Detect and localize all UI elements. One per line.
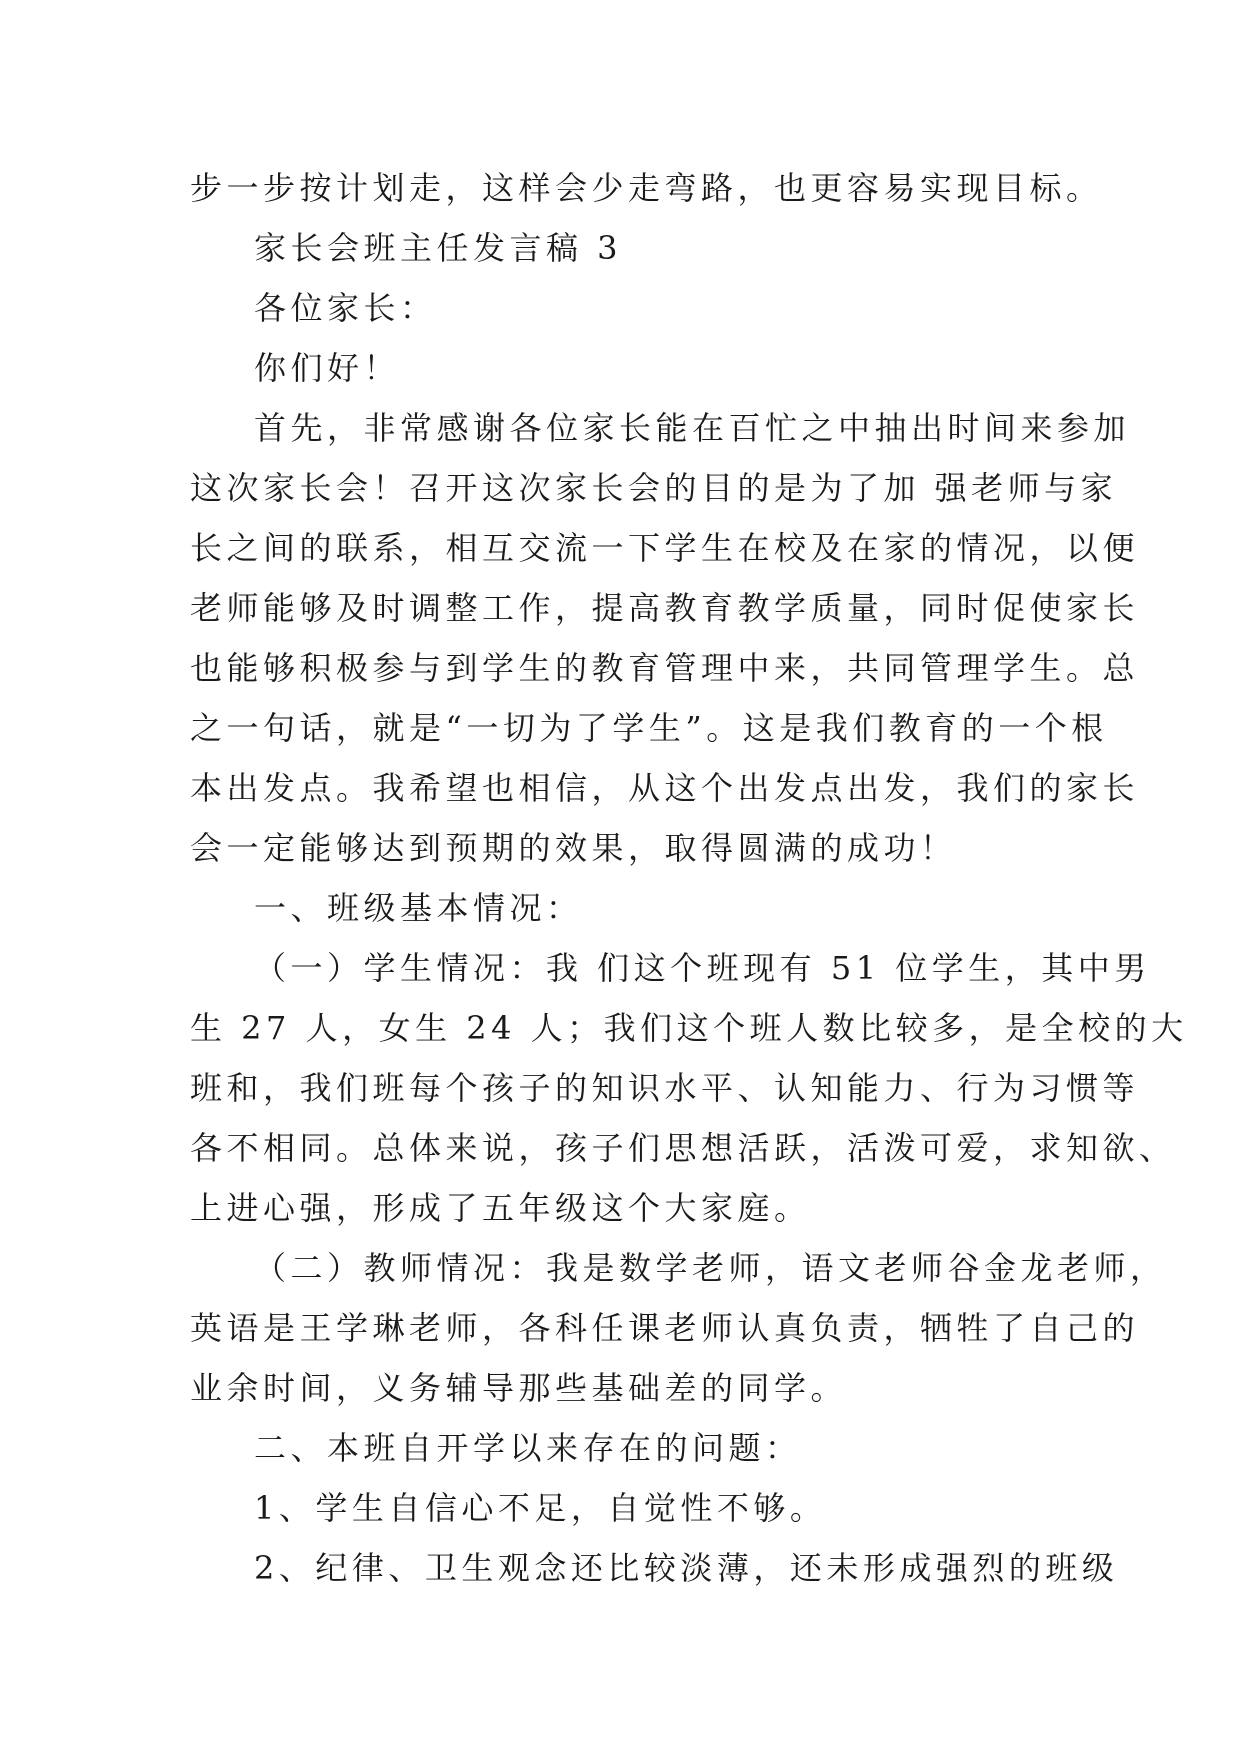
- text-line: 之一句话，就是“一切为了学生”。这是我们教育的一个根: [190, 709, 1108, 747]
- text-line: 也能够积极参与到学生的教育管理中来，共同管理学生。总: [190, 649, 1140, 687]
- document-page: [190, 158, 1188, 1598]
- subsection-heading: 一、班级基本情况：: [254, 889, 583, 927]
- text-line: 上进心强，形成了五年级这个大家庭。: [190, 1189, 811, 1227]
- text-line: （一）学生情况：我 们这个班现有 51 位学生，其中男: [254, 949, 1151, 987]
- text-line: 业余时间，义务辅导那些基础差的同学。: [190, 1369, 848, 1407]
- text-line: 步一步按计划走，这样会少走弯路，也更容易实现目标。: [190, 169, 1103, 207]
- greeting: 你们好！: [254, 349, 401, 387]
- list-item: 2、纪律、卫生观念还比较淡薄，还未形成强烈的班级: [254, 1549, 1119, 1587]
- text-line: 首先，非常感谢各位家长能在百忙之中抽出时间来参加: [254, 409, 1131, 447]
- text-line: 英语是王学琳老师，各科任课老师认真负责，牺牲了自己的: [190, 1309, 1140, 1347]
- text-line: 老师能够及时调整工作，提高教育教学质量，同时促使家长: [190, 589, 1140, 627]
- text-line: 这次家长会！召开这次家长会的目的是为了加 强老师与家: [190, 469, 1118, 507]
- text-line: 生 27 人，女生 24 人；我们这个班人数比较多，是全校的大: [190, 1009, 1188, 1047]
- text-line: 长之间的联系，相互交流一下学生在校及在家的情况，以便: [190, 529, 1140, 567]
- salutation: 各位家长：: [254, 289, 437, 327]
- list-item: 1、学生自信心不足，自觉性不够。: [254, 1489, 827, 1527]
- text-line: （二）教师情况：我是数学老师，语文老师谷金龙老师，: [254, 1249, 1167, 1287]
- subsection-heading: 二、本班自开学以来存在的问题：: [254, 1429, 802, 1467]
- text-line: 会一定能够达到预期的效果，取得圆满的成功！: [190, 829, 957, 867]
- text-line: 各不相同。总体来说，孩子们思想活跃，活泼可爱，求知欲、: [190, 1129, 1176, 1167]
- text-line: 班和，我们班每个孩子的知识水平、认知能力、行为习惯等: [190, 1069, 1140, 1107]
- section-heading: 家长会班主任发言稿 3: [254, 229, 623, 267]
- text-line: 本出发点。我希望也相信，从这个出发点出发，我们的家长: [190, 769, 1140, 807]
